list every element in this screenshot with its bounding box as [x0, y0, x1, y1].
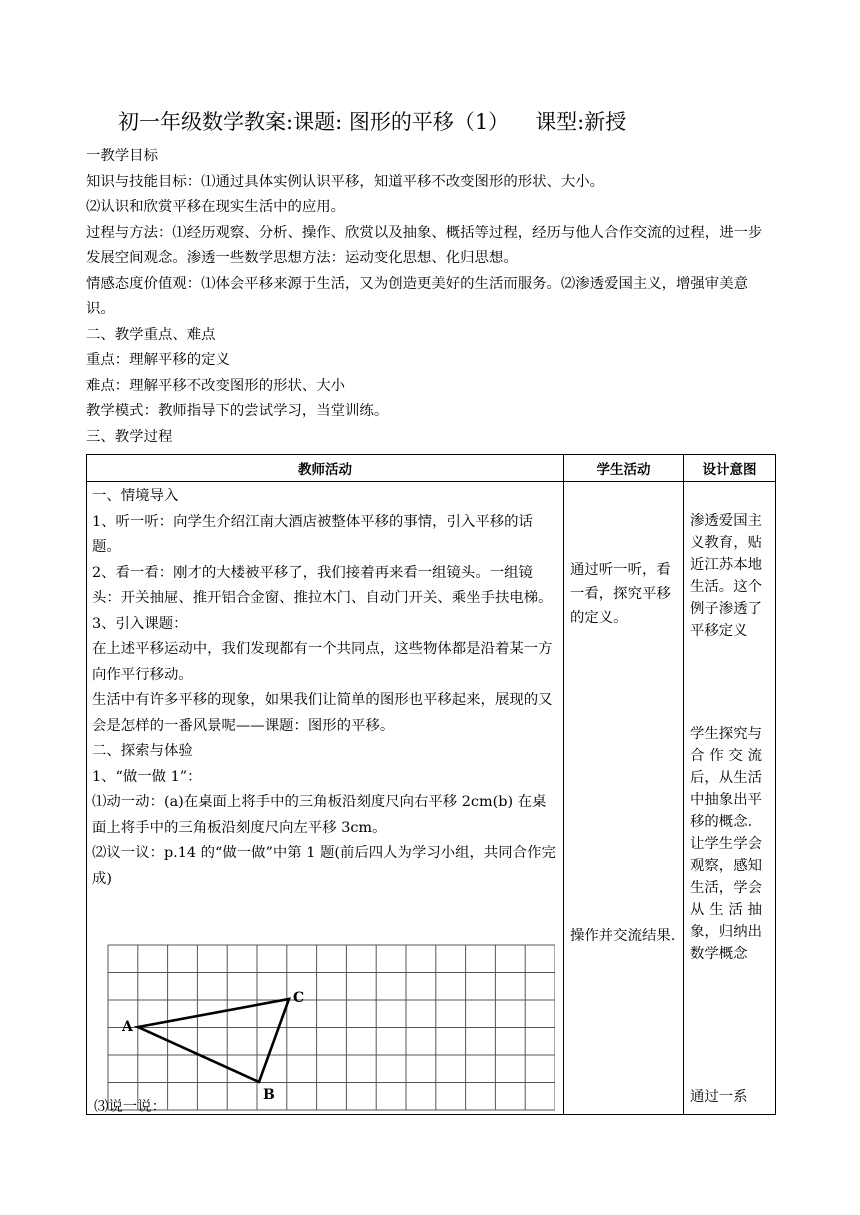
vertex-label-c: C [293, 990, 305, 1006]
student-activity-2: 操作并交流结果. [570, 928, 676, 944]
grid-figure [107, 944, 555, 1114]
teaching-process-table [86, 454, 776, 1115]
teacher-line: 一、情境导入 [92, 488, 179, 504]
knowledge-objective-2: ⑵认识和欣赏平移在现实生活中的应用。 [86, 199, 346, 215]
teacher-line: 3、引入课题： [92, 615, 188, 632]
teacher-line: 二、探索与体验 [92, 743, 193, 759]
triangle-abc [138, 999, 289, 1082]
header-design-intent: 设计意图 [684, 455, 776, 482]
teacher-line: 1、“做一做 1”： [92, 768, 202, 785]
process-heading: 三、教学过程 [86, 428, 173, 445]
design-intent-2: 学生探究与合作交流后，从生活中抽象出平移的概念．让学生学会观察，感知生活，学会从生活抽象，归纳出数学概念 [690, 726, 762, 962]
teaching-mode: 教学模式：教师指导下的尝试学习，当堂训练。 [86, 403, 389, 419]
grid-triangle-diagram [107, 944, 555, 1124]
design-intent-1: 渗透爱国主义教育，贴近江苏本地生活。这个例子渗透了平移定义 [690, 513, 762, 639]
lesson-plan-body [86, 144, 776, 450]
difficulty-point: 难点：理解平移不改变图形的形状、大小 [86, 377, 346, 394]
key-point: 重点：理解平移的定义 [86, 352, 230, 368]
teacher-line: ⑶说一说： [94, 1099, 166, 1115]
teacher-line: 在上述平移运动中，我们发现都有一个共同点，这些物体都是沿着某一方向作平行移动。 [92, 641, 553, 683]
vertex-label-b: B [263, 1087, 275, 1103]
header-teacher-activity: 教师活动 [87, 455, 564, 482]
teacher-line: 1、听一听：向学生介绍江南大酒店被整体平移的事情，引入平移的话题。 [92, 513, 533, 555]
attitude-objective: 情感态度价值观：⑴体会平移来源于生活，又为创造更美好的生活而服务。⑵渗透爱国主义，增强审美意识。 [86, 275, 748, 317]
table-header-row [87, 455, 776, 482]
student-activity-1: 通过听一听，看一看，探究平移的定义。 [570, 562, 671, 626]
table-row [87, 482, 776, 1115]
header-student-activity: 学生活动 [564, 455, 684, 482]
key-points-heading: 二、教学重点、难点 [86, 326, 216, 343]
knowledge-objective-1: 知识与技能目标：⑴通过具体实例认识平移，知道平移不改变图形的形状、大小。 [86, 173, 605, 190]
teacher-line: 2、看一看：刚才的大楼被平移了，我们接着再来看一组镜头。一组镜头：开关抽屉、推开铝合金窗、推拉木门、自动门开关、乘坐手扶电梯。 [92, 564, 553, 606]
vertex-label-a: A [122, 1019, 133, 1035]
objectives-heading: 一教学目标 [86, 148, 158, 164]
teacher-line: ⑵议一议：p.14 的“做一做”中第 1 题(前后四人为学习小组，共同合作完成) [92, 845, 556, 887]
design-intent-cell [684, 482, 776, 1115]
process-objective: 过程与方法：⑴经历观察、分析、操作、欣赏以及抽象、概括等过程，经历与他人合作交流的过程，进一步发展空间观念。渗透一些数学思想方法：运动变化思想、化归思想。 [86, 224, 763, 266]
page-title [118, 106, 818, 136]
teacher-line: 生活中有许多平移的现象，如果我们让简单的图形也平移起来，展现的又会是怎样的一番风景呢——课题：图形的平移。 [92, 692, 553, 734]
lesson-type: 课型:新授 [535, 110, 627, 134]
lesson-title: 初一年级数学教案:课题: 图形的平移（1） [118, 110, 510, 134]
student-activity-cell [564, 482, 684, 1115]
teacher-line: ⑴动一动：(a)在桌面上将手中的三角板沿刻度尺向右平移 2cm(b) 在桌面上将手中的三角板沿刻度尺向左平移 3cm。 [92, 794, 547, 836]
design-intent-3: 通过一系 [690, 1089, 748, 1105]
teacher-activity-cell [87, 482, 564, 1115]
